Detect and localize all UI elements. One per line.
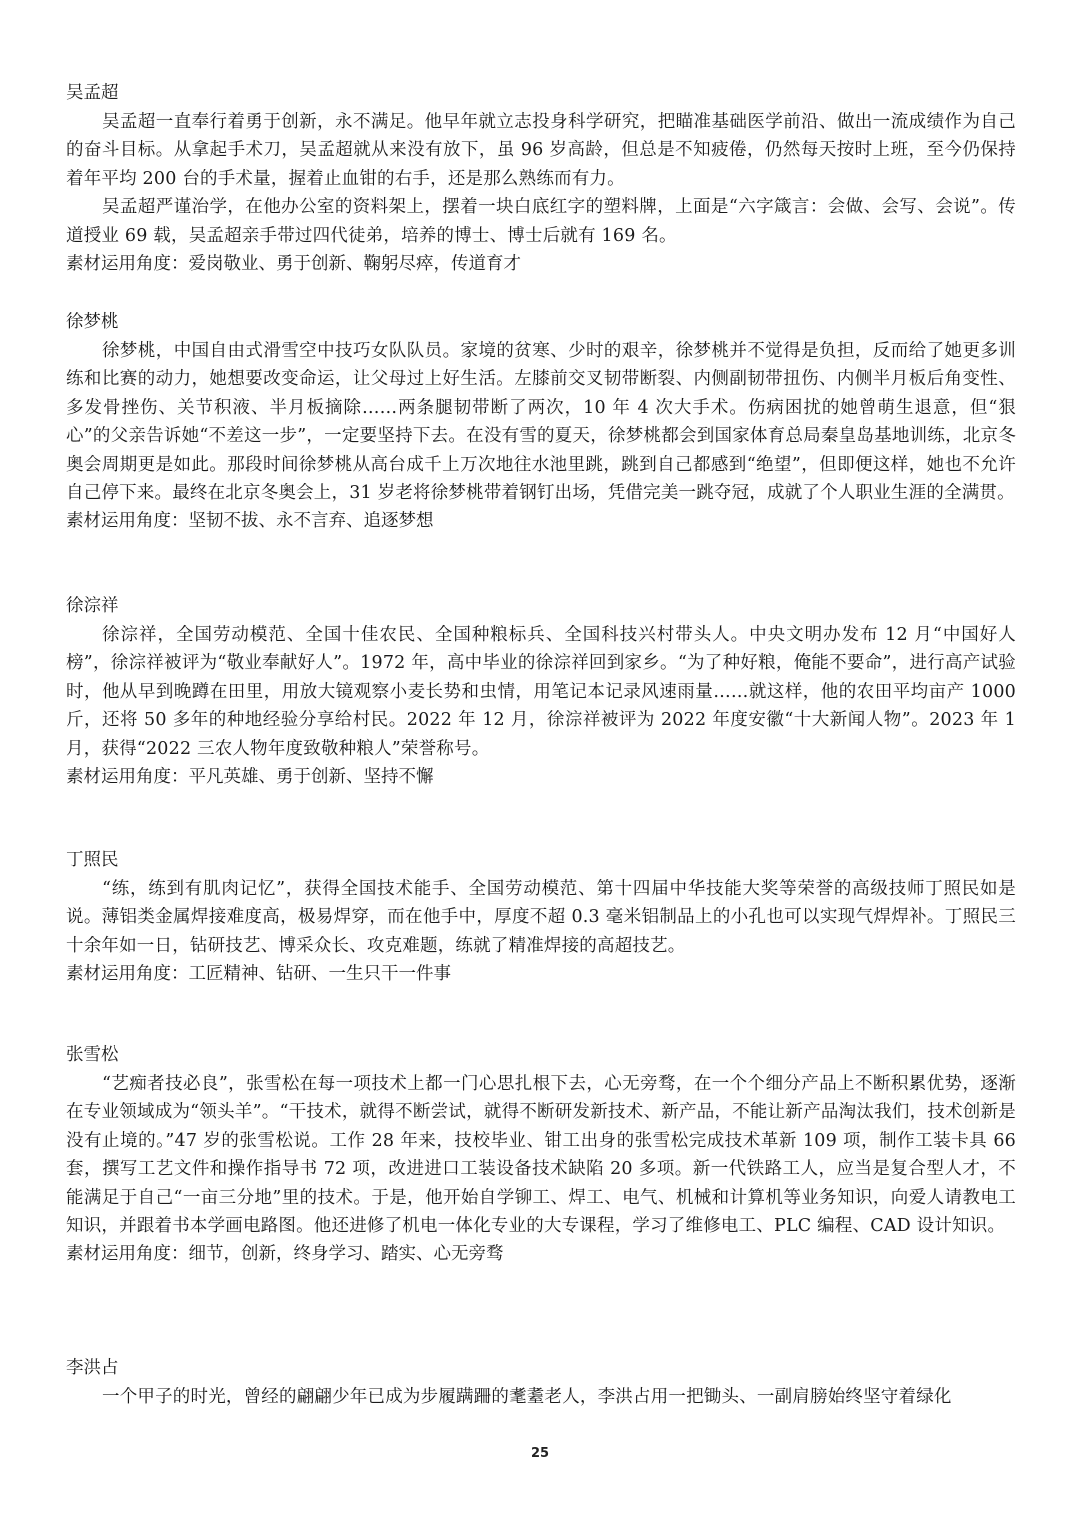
paragraph: 徐淙祥，全国劳动模范、全国十佳农民、全国种粮标兵、全国科技兴村带头人。中央文明办发布 12 月“中国好人榜”，徐淙祥被评为“敬业奉献好人”。1972 年，高中毕业的徐淙祥回到家乡。“为了种好粮，俺能不要命”，进行高产试验时，他从早到晚蹲在田里，用放大镜观察小麦长势和虫情，用笔记本记录风速雨量……就这样，他的农田平均亩产 1000 斤，还将 50 多年的种地经验分享给村民。2022 年 12 月，徐淙祥被评为 2022 年度安徽“十大新闻人物”。2023 年 1 月，获得“2022 三农人物年度致敬种粮人”荣誉称号。	[66, 625, 1016, 759]
material-angle: 素材运用角度：平凡英雄、勇于创新、坚持不懈	[66, 767, 434, 788]
person-name: 张雪松	[66, 1045, 119, 1065]
section-wu-mengchao	[66, 78, 1016, 278]
paragraph: 徐梦桃，中国自由式滑雪空中技巧女队队员。家境的贫寒、少时的艰辛，徐梦桃并不觉得是负担，反而给了她更多训练和比赛的动力，她想要改变命运，让父母过上好生活。左膝前交叉韧带断裂、内侧副韧带扭伤、内侧半月板后角变性、多发骨挫伤、关节积液、半月板摘除……两条腿韧带断了两次，10 年 4 次大手术。伤病困扰的她曾萌生退意，但“狠心”的父亲告诉她“不差这一步”，一定要坚持下去。在没有雪的夏天，徐梦桃都会到国家体育总局秦皇岛基地训练，北京冬奥会周期更是如此。那段时间徐梦桃从高台成千上万次地往水池里跳，跳到自己都感到“绝望”，但即便这样，她也不允许自己停下来。最终在北京冬奥会上，31 岁老将徐梦桃带着钢钉出场，凭借完美一跳夺冠，成就了个人职业生涯的全满贯。	[66, 341, 1016, 504]
section-zhang-xuesong	[66, 1040, 1016, 1269]
material-angle: 素材运用角度：坚韧不拔、永不言弃、追逐梦想	[66, 511, 434, 532]
person-name: 李洪占	[66, 1358, 119, 1378]
section-xu-mengtao	[66, 307, 1016, 536]
section-ding-zhaomin	[66, 845, 1016, 989]
paragraph: 一个甲子的时光，曾经的翩翩少年已成为步履蹒跚的耄耋老人，李洪占用一把锄头、一副肩膀始终坚守着绿化	[102, 1387, 952, 1407]
person-name: 丁照民	[66, 850, 119, 870]
person-name: 吴孟超	[66, 83, 119, 103]
person-name: 徐梦桃	[66, 312, 119, 332]
page-number: 25	[530, 1446, 550, 1461]
paragraph: 吴孟超严谨治学，在他办公室的资料架上，摆着一块白底红字的塑料牌，上面是“六字箴言：会做、会写、会说”。传道授业 69 载，吴孟超亲手带过四代徒弟，培养的博士、博士后就有 169 名。	[66, 197, 1016, 246]
paragraph: “练，练到有肌肉记忆”，获得全国技术能手、全国劳动模范、第十四届中华技能大奖等荣誉的高级技师丁照民如是说。薄铝类金属焊接难度高，极易焊穿，而在他手中，厚度不超 0.3 毫米铝制品上的小孔也可以实现气焊焊补。丁照民三十余年如一日，钻研技艺、博采众长、攻克难题，练就了精准焊接的高超技艺。	[66, 879, 1016, 956]
material-angle: 素材运用角度：工匠精神、钻研、一生只干一件事	[66, 964, 451, 985]
paragraph: 吴孟超一直奉行着勇于创新，永不满足。他早年就立志投身科学研究，把瞄准基础医学前沿、做出一流成绩作为自己的奋斗目标。从拿起手术刀，吴孟超就从来没有放下，虽 96 岁高龄，但总是不知疲倦，仍然每天按时上班，至今仍保持着年平均 200 台的手术量，握着止血钳的右手，还是那么熟练而有力。	[66, 112, 1016, 189]
section-li-hongzhan	[66, 1353, 1016, 1411]
paragraph: “艺痴者技必良”，张雪松在每一项技术上都一门心思扎根下去，心无旁骛，在一个个细分产品上不断积累优势，逐渐在专业领域成为“领头羊”。“干技术，就得不断尝试，就得不断研发新技术、新产品，不能让新产品淘汰我们，技术创新是没有止境的。”47 岁的张雪松说。工作 28 年来，技校毕业、钳工出身的张雪松完成技术革新 109 项，制作工装卡具 66 套，撰写工艺文件和操作指导书 72 项，改进进口工装设备技术缺陷 20 多项。新一代铁路工人，应当是复合型人才，不能满足于自己“一亩三分地”里的技术。于是，他开始自学铆工、焊工、电气、机械和计算机等业务知识，向爱人请教电工知识，并跟着书本学画电路图。他还进修了机电一体化专业的大专课程，学习了维修电工、PLC 编程、CAD 设计知识。	[66, 1074, 1016, 1237]
material-angle: 素材运用角度：细节，创新，终身学习、踏实、心无旁骛	[66, 1244, 504, 1265]
material-angle: 素材运用角度：爱岗敬业、勇于创新、鞠躬尽瘁，传道育才	[66, 254, 521, 275]
person-name: 徐淙祥	[66, 596, 119, 616]
section-xu-congxiang	[66, 591, 1016, 791]
